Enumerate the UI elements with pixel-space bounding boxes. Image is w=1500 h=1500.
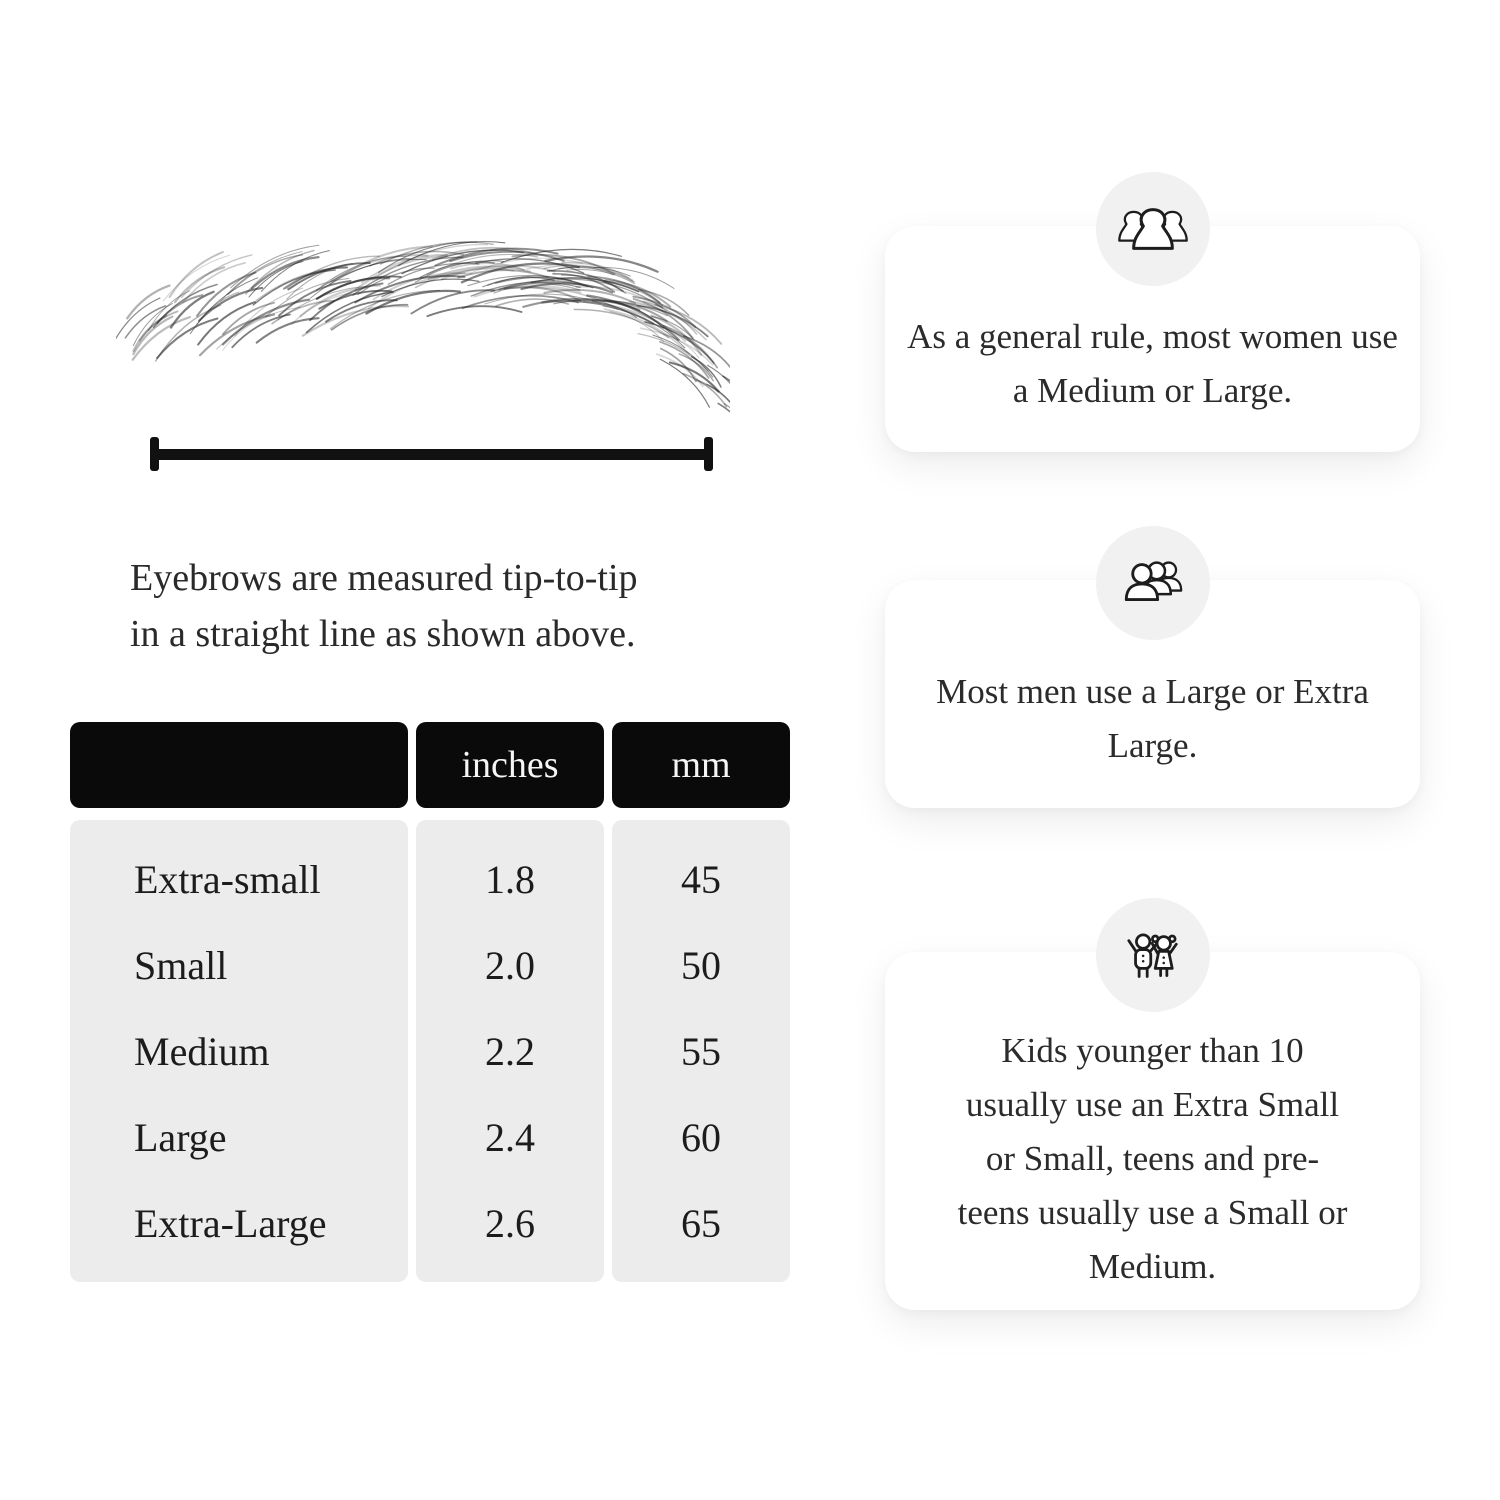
size-label-cell: Small [134,942,228,988]
caption-line-2: in a straight line as shown above. [130,613,636,655]
icon-circle [1096,898,1210,1012]
size-table-header-mm: mm [612,722,790,808]
size-table [70,722,790,1282]
size-label-cell: Large [134,1114,227,1160]
men-icon [1118,552,1188,614]
women-advice-text: As a general rule, most women use a Medium or Large. [907,317,1398,410]
measurement-line [150,437,713,471]
size-table-mm-column [612,820,790,1282]
mm-value-cell: 45 [681,856,721,902]
measurement-line-right-tick [704,437,713,471]
inches-value-cell: 2.0 [485,942,535,988]
inches-value-cell: 2.6 [485,1200,535,1246]
mm-value-cell: 65 [681,1200,721,1246]
mm-value-cell: 55 [681,1028,721,1074]
mm-value-cell: 60 [681,1114,721,1160]
size-label-cell: Medium [134,1028,270,1074]
eyebrow-illustration [116,226,730,430]
icon-circle [1096,526,1210,640]
kids-icon [1119,923,1187,987]
size-label-cell: Extra-Large [134,1200,327,1246]
size-table-inches-column [416,820,604,1282]
advice-card-women [885,226,1420,452]
size-table-body [70,820,790,1282]
inches-value-cell: 2.4 [485,1114,535,1160]
size-table-header-row [70,722,790,808]
advice-card-kids [885,952,1420,1310]
size-table-header-blank [70,722,408,808]
measurement-line-bar [152,449,711,460]
size-table-header-inches: inches [416,722,604,808]
inches-value-cell: 2.2 [485,1028,535,1074]
advice-card-men [885,580,1420,808]
men-advice-text: Most men use a Large or Extra Large. [936,672,1369,765]
icon-circle [1096,172,1210,286]
women-icon [1118,198,1188,260]
inches-value-cell: 1.8 [485,856,535,902]
eyebrow-figure [116,226,730,430]
caption-line-1: Eyebrows are measured tip-to-tip [130,557,638,599]
measurement-caption [130,550,770,662]
size-table-label-column [70,820,408,1282]
mm-value-cell: 50 [681,942,721,988]
kids-advice-text: Kids younger than 10 usually use an Extra Small or Small, teens and pre-teens usually use a Small or Medium. [957,1031,1348,1286]
size-label-cell: Extra-small [134,856,321,902]
